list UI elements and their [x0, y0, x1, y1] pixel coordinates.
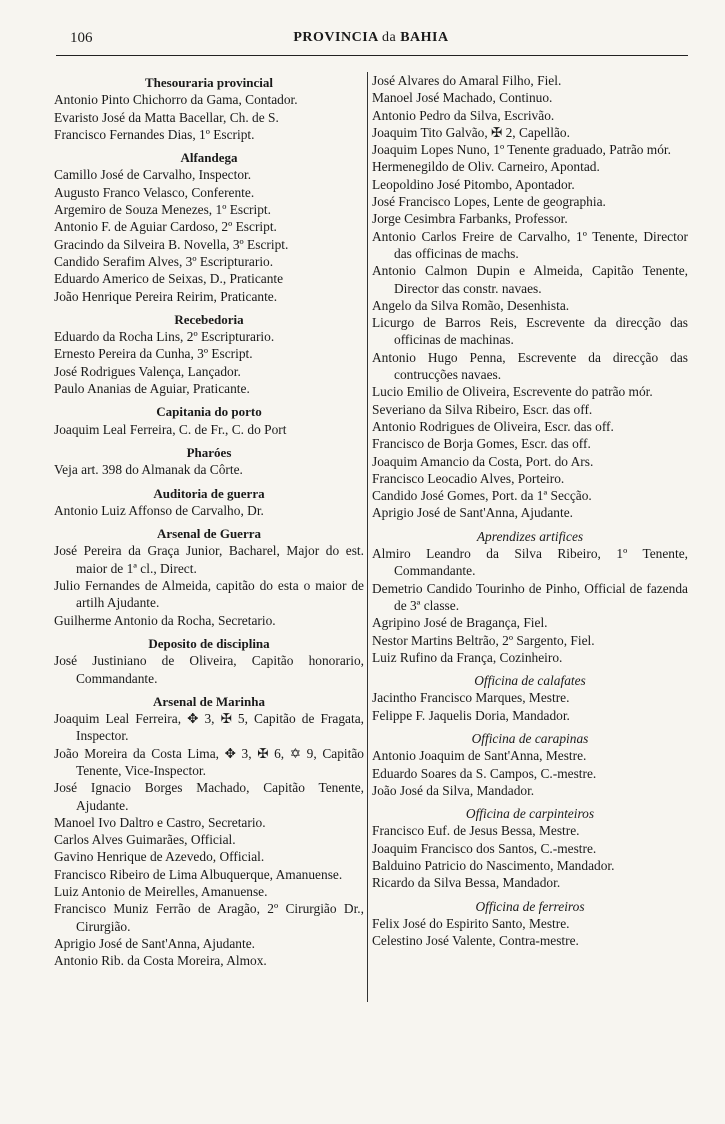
- entry: Joaquim Francisco dos Santos, C.-mestre.: [372, 840, 597, 856]
- entry: Francisco Leocadio Alves, Porteiro.: [372, 470, 565, 486]
- entry: Licurgo de Barros Reis, Escrevente da direcção das officinas de machinas.: [372, 315, 688, 348]
- section-heading: Auditoria de guerra: [153, 485, 265, 501]
- section: [54, 149, 364, 305]
- entry: Antonio Pedro da Silva, Escrivão.: [372, 107, 555, 123]
- column-divider: [367, 72, 368, 1002]
- entry: Eduardo Americo de Seixas, D., Praticante: [54, 271, 284, 287]
- entry: Francisco de Borja Gomes, Escr. das off.: [372, 436, 591, 452]
- section: [372, 672, 688, 724]
- section: [372, 528, 688, 666]
- entry: Lucio Emilio de Oliveira, Escrevente do patrão mór.: [372, 384, 653, 400]
- section-subheading: Officina de carapinas: [471, 730, 589, 746]
- entry: Agripino José de Bragança, Fiel.: [372, 615, 548, 631]
- entry: Severiano da Silva Ribeiro, Escr. das off.: [372, 401, 593, 417]
- running-title: [56, 30, 686, 46]
- entry: João José da Silva, Mandador.: [372, 782, 535, 798]
- entry: João Moreira da Costa Lima, ✥ 3, ✠ 6, ✡ 9, Capitão Tenente, Vice-Inspector.: [54, 745, 364, 778]
- section: [372, 72, 688, 522]
- entry: Nestor Martins Beltrão, 2º Sargento, Fiel.: [372, 632, 595, 648]
- right-column: [372, 72, 688, 956]
- header-rule: [56, 55, 688, 56]
- entry: Gracindo da Silveira B. Novella, 3º Escript.: [54, 236, 289, 252]
- title-connector: da: [382, 30, 397, 45]
- section: [54, 693, 364, 970]
- section: [54, 635, 364, 687]
- section-heading: Arsenal de Marinha: [153, 693, 265, 709]
- entry: Celestino José Valente, Contra-mestre.: [372, 933, 579, 949]
- entry: Antonio Hugo Penna, Escrevente da direcção das contrucções navaes.: [372, 349, 688, 383]
- entry: Hermenegildo de Oliv. Carneiro, Apontad.: [372, 159, 600, 175]
- entry: Leopoldino José Pitombo, Apontador.: [372, 176, 575, 192]
- entry: Balduino Patricio do Nascimento, Mandador.: [372, 858, 615, 874]
- section: [54, 525, 364, 629]
- entry: José Rodrigues Valença, Lançador.: [54, 363, 241, 379]
- section: [54, 74, 364, 143]
- title-end: BAHIA: [400, 30, 449, 45]
- section: [372, 898, 688, 950]
- entry: Gavino Henrique de Azevedo, Official.: [54, 849, 265, 865]
- entry: Antonio Luiz Affonso de Carvalho, Dr.: [54, 502, 264, 518]
- title-word: PROVINCIA: [293, 30, 378, 45]
- entry: Antonio F. de Aguiar Cardoso, 2º Escript.: [54, 219, 277, 235]
- entry: Felix José do Espirito Santo, Mestre.: [372, 915, 570, 931]
- section-heading: Recebedoria: [174, 311, 244, 327]
- entry: Jacintho Francisco Marques, Mestre.: [372, 690, 570, 706]
- entry: Francisco Fernandes Dias, 1º Escript.: [54, 126, 255, 142]
- entry: Demetrio Candido Tourinho de Pinho, Official de fazenda de 3ª classe.: [372, 580, 688, 613]
- entry: Almiro Leandro da Silva Ribeiro, 1º Tenente, Commandante.: [372, 546, 688, 579]
- entry: Evaristo José da Matta Bacellar, Ch. de S.: [54, 109, 279, 125]
- entry: José Ignacio Borges Machado, Capitão Tenente, Ajudante.: [54, 780, 364, 813]
- entry: Argemiro de Souza Menezes, 1º Escript.: [54, 202, 271, 218]
- section-heading: Thesouraria provincial: [145, 75, 273, 90]
- section: [372, 805, 688, 891]
- section: [54, 311, 364, 397]
- entry: José Francisco Lopes, Lente de geographia.: [372, 194, 606, 210]
- entry: Eduardo da Rocha Lins, 2º Escripturario.: [54, 329, 275, 345]
- section-heading: Arsenal de Guerra: [157, 526, 261, 542]
- section-heading: Pharóes: [186, 444, 232, 460]
- page-header: [56, 30, 686, 52]
- entry: Aprigio José de Sant'Anna, Ajudante.: [54, 935, 256, 951]
- entry: Luiz Rufino da França, Cozinheiro.: [372, 649, 563, 665]
- section-subheading: Officina de calafates: [474, 673, 586, 689]
- entry: Carlos Alves Guimarães, Official.: [54, 832, 236, 848]
- entry: Angelo da Silva Romão, Desenhista.: [372, 297, 570, 313]
- section-subheading: Officina de carpinteiros: [465, 806, 595, 822]
- entry: Joaquim Leal Ferreira, C. de Fr., C. do Port: [54, 421, 287, 437]
- entry: Joaquim Lopes Nuno, 1º Tenente graduado, Patrão mór.: [372, 142, 671, 158]
- entry: Felippe F. Jaquelis Doria, Mandador.: [372, 707, 570, 723]
- entry: Antonio Calmon Dupin e Almeida, Capitão Tenente, Director das constr. navaes.: [372, 263, 688, 296]
- entry: João Henrique Pereira Reirim, Praticante.: [54, 288, 278, 304]
- entry: Manoel José Machado, Continuo.: [372, 90, 553, 106]
- section-subheading: Officina de ferreiros: [475, 898, 585, 914]
- entry: Francisco Muniz Ferrão de Aragão, 2º Cirurgião Dr., Cirurgião.: [54, 901, 364, 934]
- entry: Guilherme Antonio da Rocha, Secretario.: [54, 612, 276, 628]
- entry: Candido Serafim Alves, 3º Escripturario.: [54, 253, 274, 269]
- entry: Luiz Antonio de Meirelles, Amanuense.: [54, 884, 268, 900]
- left-column: [54, 72, 364, 976]
- entry: Augusto Franco Velasco, Conferente.: [54, 184, 255, 200]
- entry: Aprigio José de Sant'Anna, Ajudante.: [372, 505, 574, 521]
- entry: Julio Fernandes de Almeida, capitão do esta o maior de artilh Ajudante.: [54, 578, 364, 611]
- section: [54, 403, 364, 438]
- page-number: 106: [70, 30, 93, 46]
- entry: Eduardo Soares da S. Campos, C.-mestre.: [372, 765, 597, 781]
- section: [372, 730, 688, 799]
- entry: Candido José Gomes, Port. da 1ª Secção.: [372, 488, 592, 504]
- entry: Joaquim Leal Ferreira, ✥ 3, ✠ 5, Capitão de Fragata, Inspector.: [54, 711, 364, 744]
- entry: Manoel Ivo Daltro e Castro, Secretario.: [54, 814, 266, 830]
- entry: Antonio Joaquim de Sant'Anna, Mestre.: [372, 748, 587, 764]
- section-heading: Capitania do porto: [156, 404, 262, 420]
- entry: Francisco Euf. de Jesus Bessa, Mestre.: [372, 823, 580, 839]
- section-heading: Deposito de disciplina: [148, 635, 270, 651]
- section: [54, 444, 364, 479]
- entry: Camillo José de Carvalho, Inspector.: [54, 167, 252, 183]
- section-heading: Alfandega: [180, 150, 238, 166]
- entry: Antonio Carlos Freire de Carvalho, 1º Tenente, Director das officinas de machs.: [372, 228, 688, 261]
- section: [54, 485, 364, 520]
- entry: Francisco Ribeiro de Lima Albuquerque, Amanuense.: [54, 866, 343, 882]
- entry: Antonio Pinto Chichorro da Gama, Contador.: [54, 92, 298, 108]
- entry: Joaquim Tito Galvão, ✠ 2, Capellão.: [372, 124, 570, 140]
- entry: Paulo Ananias de Aguiar, Praticante.: [54, 381, 250, 397]
- entry: Antonio Rib. da Costa Moreira, Almox.: [54, 953, 267, 969]
- entry: Ernesto Pereira da Cunha, 3º Escript.: [54, 346, 253, 362]
- entry: José Alvares do Amaral Filho, Fiel.: [372, 73, 562, 88]
- entry: Ricardo da Silva Bessa, Mandador.: [372, 875, 561, 891]
- entry: Jorge Cesimbra Farbanks, Professor.: [372, 211, 568, 227]
- entry: Antonio Rodrigues de Oliveira, Escr. das off.: [372, 418, 614, 434]
- entry: Veja art. 398 do Almanak da Côrte.: [54, 462, 243, 478]
- entry: José Justiniano de Oliveira, Capitão honorario, Commandante.: [54, 653, 364, 686]
- section-subheading: Aprendizes artifices: [476, 528, 584, 544]
- entry: Joaquim Amancio da Costa, Port. do Ars.: [372, 453, 594, 469]
- entry: José Pereira da Graça Junior, Bacharel, Major do est. maior de 1ª cl., Direct.: [54, 543, 364, 576]
